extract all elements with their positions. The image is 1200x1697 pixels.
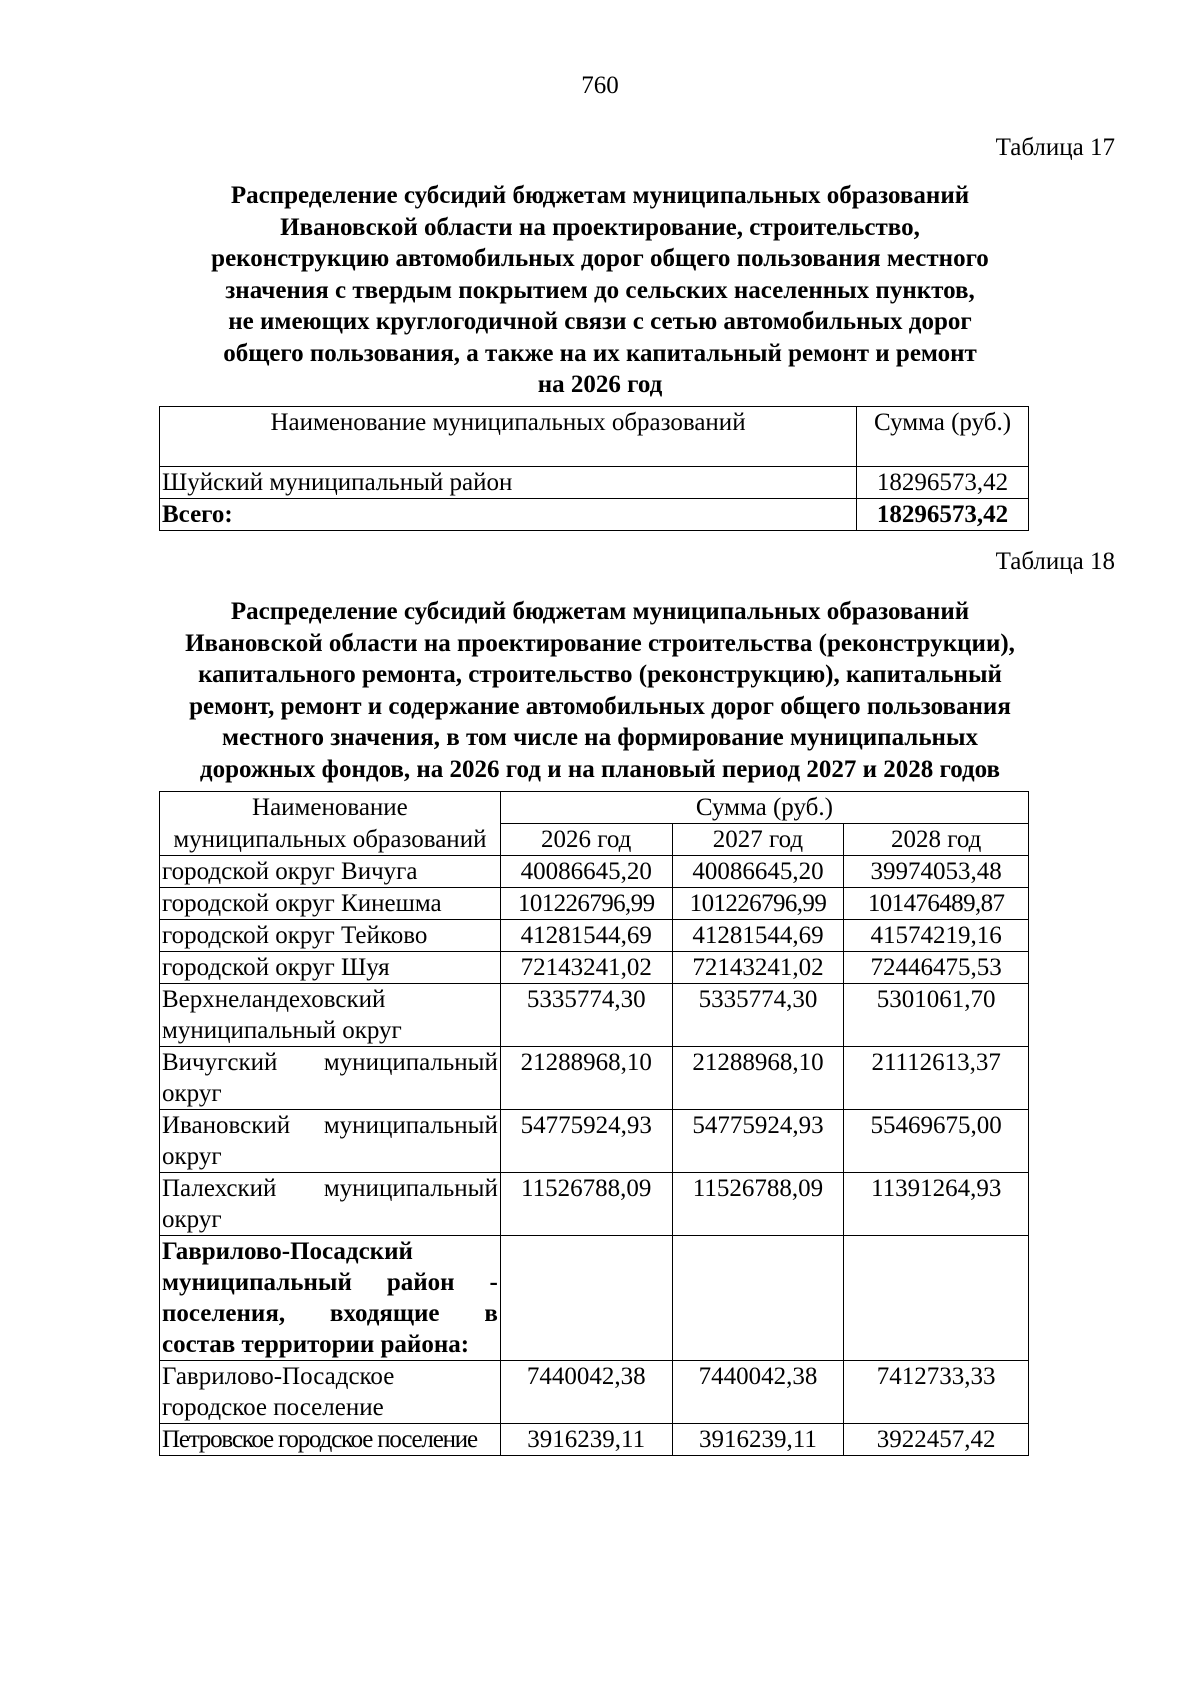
- value-2026: 101226796,99: [500, 888, 672, 920]
- row-name: городской округ Вичуга: [160, 856, 501, 888]
- table-row: [160, 856, 1029, 888]
- empty-cell: [672, 1236, 844, 1361]
- table-header-row: [160, 407, 1029, 467]
- row-name: городской округ Шуя: [160, 952, 501, 984]
- table-17-title: [160, 180, 1040, 401]
- total-sum: 18296573,42: [857, 499, 1029, 531]
- value-2027: 5335774,30: [672, 984, 844, 1047]
- header-sum: Сумма (руб.): [857, 407, 1029, 467]
- title-line: дорожных фондов, на 2026 год и на плановый период 2027 и 2028 годов: [199, 755, 1001, 783]
- total-label: Всего:: [160, 499, 857, 531]
- group-header: Гаврилово-Посадский муниципальный район - поселения, входящие в состав территории района:: [160, 1236, 501, 1361]
- value-2027: 11526788,09: [672, 1173, 844, 1236]
- value-2027: 101226796,99: [672, 888, 844, 920]
- table-row: [160, 1173, 1029, 1236]
- title-line: не имеющих круглогодичной связи с сетью автомобильных дорог: [228, 308, 972, 335]
- title-line: Ивановской области на проектирование строительства (реконструкции),: [185, 629, 1015, 657]
- row-name: Ивановский муниципальный округ: [160, 1110, 501, 1173]
- header-year-2026: 2026 год: [500, 824, 672, 856]
- title-line: местного значения, в том числе на формирование муниципальных: [222, 724, 978, 751]
- empty-cell: [844, 1236, 1029, 1361]
- value-2026: 72143241,02: [500, 952, 672, 984]
- value-2028: 41574219,16: [844, 920, 1029, 952]
- value-2026: 54775924,93: [500, 1110, 672, 1173]
- title-line: Ивановской области на проектирование, строительство,: [280, 213, 920, 241]
- row-name: Палехский муниципальный округ: [160, 1173, 501, 1236]
- table-row: [160, 984, 1029, 1047]
- value-2027: 54775924,93: [672, 1110, 844, 1173]
- value-2028: 72446475,53: [844, 952, 1029, 984]
- table-row: [160, 952, 1029, 984]
- page-number: 760: [581, 72, 619, 99]
- value-2028: 5301061,70: [844, 984, 1029, 1047]
- value-2026: 5335774,30: [500, 984, 672, 1047]
- table-row: [160, 1047, 1029, 1110]
- table-row: [160, 920, 1029, 952]
- value-2028: 3922457,42: [844, 1424, 1029, 1456]
- title-line: капитального ремонта, строительство (реконструкцию), капитальный: [198, 661, 1002, 688]
- value-2028: 7412733,33: [844, 1361, 1029, 1424]
- total-row: [160, 499, 1029, 531]
- header-year-2027: 2027 год: [672, 824, 844, 856]
- table-18-caption: Таблица 18: [995, 548, 1115, 575]
- row-name: Вичугский муниципальный округ: [160, 1047, 501, 1110]
- table-header-row: [160, 824, 1029, 856]
- title-line: реконструкцию автомобильных дорог общего пользования местного: [211, 245, 989, 272]
- row-name: городской округ Кинешма: [160, 888, 501, 920]
- title-line: ремонт, ремонт и содержание автомобильных дорог общего пользования: [189, 692, 1011, 720]
- value-2028: 11391264,93: [844, 1173, 1029, 1236]
- header-year-2028: 2028 год: [844, 824, 1029, 856]
- table-row: [160, 467, 1029, 499]
- header-name-line2: муниципальных образований: [160, 824, 501, 856]
- value-2026: 7440042,38: [500, 1361, 672, 1424]
- table-18: [159, 791, 1029, 1456]
- table-header-row: [160, 792, 1029, 824]
- value-2027: 7440042,38: [672, 1361, 844, 1424]
- title-line: значения с твердым покрытием до сельских населенных пунктов,: [225, 276, 975, 304]
- value-2028: 39974053,48: [844, 856, 1029, 888]
- header-name-line1: Наименование: [160, 792, 501, 824]
- value-2026: 41281544,69: [500, 920, 672, 952]
- title-line: Распределение субсидий бюджетам муниципальных образований: [230, 598, 970, 625]
- value-2026: 11526788,09: [500, 1173, 672, 1236]
- title-line: Распределение субсидий бюджетам муниципальных образований: [230, 182, 970, 209]
- value-2027: 72143241,02: [672, 952, 844, 984]
- header-sum: Сумма (руб.): [500, 792, 1028, 824]
- table-row: [160, 1361, 1029, 1424]
- row-name: Гаврилово-Посадское городское поселение: [160, 1361, 501, 1424]
- value-2028: 55469675,00: [844, 1110, 1029, 1173]
- table-17: [159, 406, 1029, 531]
- table-row: [160, 1424, 1029, 1456]
- row-name: Верхнеландеховский муниципальный округ: [160, 984, 501, 1047]
- value-2028: 101476489,87: [844, 888, 1029, 920]
- title-line: общего пользования, а также на их капитальный ремонт и ремонт: [223, 339, 977, 367]
- value-2028: 21112613,37: [844, 1047, 1029, 1110]
- value-2026: 21288968,10: [500, 1047, 672, 1110]
- table-18-title: [160, 596, 1040, 785]
- value-2027: 3916239,11: [672, 1424, 844, 1456]
- value-2027: 21288968,10: [672, 1047, 844, 1110]
- row-name: Шуйский муниципальный район: [160, 467, 857, 499]
- value-2026: 3916239,11: [500, 1424, 672, 1456]
- value-2026: 40086645,20: [500, 856, 672, 888]
- row-name: Петровское городское поселение: [160, 1424, 501, 1456]
- table-row: [160, 1110, 1029, 1173]
- title-line: на 2026 год: [537, 371, 663, 398]
- header-name: Наименование муниципальных образований: [160, 407, 857, 467]
- empty-cell: [500, 1236, 672, 1361]
- row-name: городской округ Тейково: [160, 920, 501, 952]
- table-row: [160, 888, 1029, 920]
- value-2027: 40086645,20: [672, 856, 844, 888]
- group-header-row: [160, 1236, 1029, 1361]
- row-sum: 18296573,42: [857, 467, 1029, 499]
- table-17-caption: Таблица 17: [995, 134, 1115, 161]
- value-2027: 41281544,69: [672, 920, 844, 952]
